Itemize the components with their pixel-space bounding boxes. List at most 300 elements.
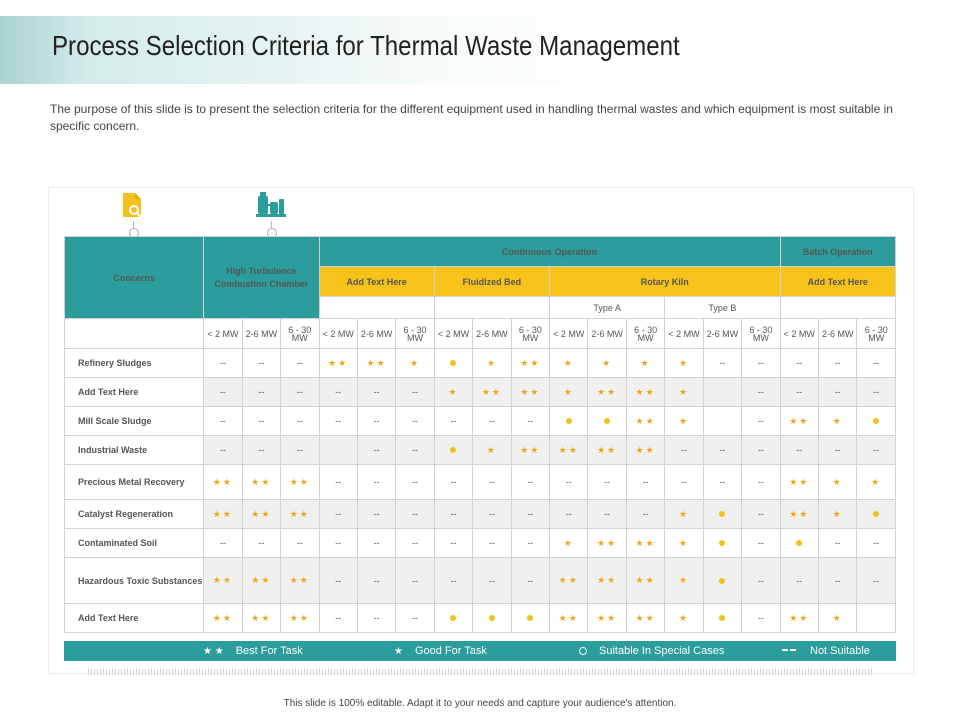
star-icon: ★ <box>212 476 223 487</box>
star-icon: ★ <box>597 386 608 397</box>
two-stars-rating <box>626 378 664 407</box>
two-stars-rating <box>204 604 242 633</box>
empty-cell <box>703 378 741 407</box>
one-star-rating <box>665 500 703 529</box>
star-icon: ★ <box>558 612 569 623</box>
star-icon: ★ <box>645 386 656 397</box>
star-icon: ★ <box>799 508 810 519</box>
concern-label: Add Text Here <box>65 378 204 407</box>
star-icon: ★ <box>607 386 618 397</box>
type-spacer <box>319 297 434 319</box>
star-icon: ★ <box>607 537 618 548</box>
one-star-rating <box>857 465 896 500</box>
dot-icon <box>873 418 879 424</box>
not-suitable-rating: -- <box>357 436 395 465</box>
star-icon: ★ <box>563 386 574 397</box>
concern-label: Contaminated Soil <box>65 529 204 558</box>
special-case-rating <box>703 604 741 633</box>
special-case-rating <box>857 407 896 436</box>
one-star-rating <box>665 407 703 436</box>
star-icon: ★ <box>635 612 646 623</box>
criteria-table <box>64 236 896 633</box>
not-suitable-rating: -- <box>242 378 280 407</box>
not-suitable-rating: -- <box>396 529 434 558</box>
dot-icon <box>719 615 725 621</box>
table-row <box>65 529 896 558</box>
one-star-rating <box>665 529 703 558</box>
capacity-label: 6 - 30 MW <box>281 319 319 349</box>
star-icon: ★ <box>222 508 233 519</box>
capacity-label: 6 - 30 MW <box>396 319 434 349</box>
dot-icon <box>604 418 610 424</box>
not-suitable-rating: -- <box>434 558 472 604</box>
concern-label: Catalyst Regeneration <box>65 500 204 529</box>
star-icon: ★ <box>635 537 646 548</box>
not-suitable-rating: -- <box>357 407 395 436</box>
one-star-rating <box>818 407 856 436</box>
concern-label: Mill Scale Sludge <box>65 407 204 436</box>
two-stars-rating <box>281 604 319 633</box>
table-row <box>65 604 896 633</box>
star-icon: ★ <box>520 444 531 455</box>
star-icon: ★ <box>222 575 233 585</box>
table-row <box>65 407 896 436</box>
star-icon: ★ <box>212 508 223 519</box>
not-suitable-rating: -- <box>204 436 242 465</box>
star-icon: ★ <box>251 575 262 585</box>
not-suitable-rating: -- <box>550 465 588 500</box>
not-suitable-rating: -- <box>588 465 626 500</box>
not-suitable-rating: -- <box>396 604 434 633</box>
dot-icon <box>566 418 572 424</box>
one-star-rating <box>473 349 511 378</box>
capacity-label: < 2 MW <box>204 319 242 349</box>
star-icon: ★ <box>558 575 569 585</box>
two-stars-rating <box>204 500 242 529</box>
two-stars-rating <box>550 558 588 604</box>
not-suitable-rating: -- <box>281 407 319 436</box>
two-stars-rating <box>626 436 664 465</box>
legend-best <box>203 641 303 661</box>
two-stars-rating <box>780 500 818 529</box>
not-suitable-rating: -- <box>319 378 357 407</box>
star-icon: ★ <box>486 444 497 455</box>
star-icon: ★ <box>789 508 800 519</box>
star-icon: ★ <box>832 612 843 623</box>
not-suitable-rating: -- <box>818 436 856 465</box>
star-icon: ★ <box>251 476 262 487</box>
two-stars-rating <box>511 436 549 465</box>
capacity-label: 2-6 MW <box>242 319 280 349</box>
table-row <box>65 436 896 465</box>
capacity-label: < 2 MW <box>434 319 472 349</box>
not-suitable-rating: -- <box>319 407 357 436</box>
not-suitable-rating: -- <box>857 558 896 604</box>
star-icon: ★ <box>486 357 497 368</box>
high-turbulence-header: High Turbulence Combustion Chamber <box>204 237 319 319</box>
group-header-fluidized-bed: Fluidized Bed <box>434 267 549 297</box>
star-icon: ★ <box>251 508 262 519</box>
two-stars-rating <box>550 604 588 633</box>
one-star-rating <box>665 558 703 604</box>
star-icon: ★ <box>520 386 531 397</box>
two-stars-rating <box>626 604 664 633</box>
star-icon: ★ <box>568 575 579 585</box>
group-header: Add Text Here <box>780 267 895 297</box>
not-suitable-rating: -- <box>742 500 780 529</box>
type-b-label: Type B <box>665 297 780 319</box>
not-suitable-rating: -- <box>434 500 472 529</box>
group-header: Add Text Here <box>319 267 434 297</box>
not-suitable-rating: -- <box>511 500 549 529</box>
not-suitable-rating: -- <box>319 529 357 558</box>
special-case-rating <box>550 407 588 436</box>
star-icon: ★ <box>645 444 656 455</box>
page-title: Process Selection Criteria for Thermal Waste Management <box>52 30 680 61</box>
star-icon: ★ <box>607 444 618 455</box>
not-suitable-rating: -- <box>626 500 664 529</box>
not-suitable-rating: -- <box>396 378 434 407</box>
star-icon: ★ <box>678 415 690 426</box>
star-icon: ★ <box>338 357 349 368</box>
legend-special <box>579 641 724 661</box>
star-icon: ★ <box>530 386 541 397</box>
description: The purpose of this slide is to present the selection criteria for the different equipment used in handling thermal wastes and which equipment is most suitable in specific concern. <box>50 102 893 133</box>
empty-cell <box>319 436 357 465</box>
not-suitable-rating: -- <box>818 558 856 604</box>
table-row <box>65 500 896 529</box>
star-icon: ★ <box>520 357 531 368</box>
star-icon: ★ <box>289 508 300 519</box>
star-icon: ★ <box>568 612 579 623</box>
two-stars-rating <box>242 558 280 604</box>
circle-outline-icon <box>579 647 587 655</box>
star-icon: ★ <box>678 575 690 585</box>
not-suitable-rating: -- <box>434 407 472 436</box>
star-icon: ★ <box>597 537 608 548</box>
one-star-rating <box>626 349 664 378</box>
star-icon: ★ <box>299 612 310 623</box>
special-case-rating <box>473 604 511 633</box>
legend-good <box>394 641 487 661</box>
star-icon: ★ <box>222 612 233 623</box>
not-suitable-rating: -- <box>434 465 472 500</box>
not-suitable-rating: -- <box>742 529 780 558</box>
not-suitable-rating: -- <box>665 436 703 465</box>
two-stars-rating <box>242 604 280 633</box>
not-suitable-rating: -- <box>742 558 780 604</box>
star-icon: ★ <box>261 508 272 519</box>
one-star-rating <box>473 436 511 465</box>
not-suitable-rating: -- <box>742 407 780 436</box>
factory-tanks-icon <box>256 190 286 220</box>
not-suitable-rating: -- <box>434 529 472 558</box>
two-stars-rating <box>281 465 319 500</box>
not-suitable-rating: -- <box>204 529 242 558</box>
star-icon: ★ <box>645 415 656 426</box>
not-suitable-rating: -- <box>357 465 395 500</box>
two-stars-rating <box>626 529 664 558</box>
special-case-rating <box>511 604 549 633</box>
not-suitable-rating: -- <box>396 465 434 500</box>
not-suitable-rating: -- <box>780 436 818 465</box>
not-suitable-rating: -- <box>281 529 319 558</box>
not-suitable-rating: -- <box>511 558 549 604</box>
empty-cell <box>703 407 741 436</box>
legend <box>64 641 896 661</box>
concern-label: Add Text Here <box>65 604 204 633</box>
not-suitable-rating: -- <box>665 465 703 500</box>
not-suitable-rating: -- <box>742 349 780 378</box>
two-stars-rating <box>242 465 280 500</box>
not-suitable-rating: -- <box>319 500 357 529</box>
star-icon: ★ <box>251 612 262 623</box>
one-star-rating <box>665 378 703 407</box>
two-stars-icon: ★ ★ <box>203 646 224 657</box>
concern-label: Industrial Waste <box>65 436 204 465</box>
star-icon: ★ <box>645 575 656 585</box>
one-star-rating <box>665 604 703 633</box>
not-suitable-rating: -- <box>857 378 896 407</box>
not-suitable-rating: -- <box>473 529 511 558</box>
star-icon: ★ <box>678 537 690 548</box>
two-stars-rating <box>511 378 549 407</box>
type-a-label: Type A <box>550 297 665 319</box>
special-case-rating <box>703 558 741 604</box>
not-suitable-rating: -- <box>357 529 395 558</box>
star-icon: ★ <box>558 444 569 455</box>
star-icon: ★ <box>212 575 223 585</box>
dot-icon <box>719 540 725 546</box>
not-suitable-rating: -- <box>588 500 626 529</box>
star-icon: ★ <box>645 537 656 548</box>
not-suitable-rating: -- <box>511 465 549 500</box>
two-stars-rating <box>626 558 664 604</box>
not-suitable-rating: -- <box>473 500 511 529</box>
star-icon: ★ <box>289 575 300 585</box>
star-icon: ★ <box>563 357 574 368</box>
star-icon: ★ <box>289 612 300 623</box>
not-suitable-rating: -- <box>742 465 780 500</box>
dot-icon <box>719 578 725 584</box>
star-icon: ★ <box>635 386 646 397</box>
star-icon: ★ <box>789 476 800 487</box>
star-icon: ★ <box>635 575 646 585</box>
special-case-rating <box>703 500 741 529</box>
star-icon: ★ <box>832 476 843 487</box>
not-suitable-rating: -- <box>281 378 319 407</box>
capacity-label: 2-6 MW <box>818 319 856 349</box>
type-spacer <box>780 297 895 319</box>
two-stars-rating <box>588 378 626 407</box>
capacity-label: 6 - 30 MW <box>742 319 780 349</box>
two-stars-rating <box>242 500 280 529</box>
two-stars-rating <box>780 407 818 436</box>
star-icon: ★ <box>530 357 541 368</box>
two-stars-rating <box>511 349 549 378</box>
dot-icon <box>719 511 725 517</box>
not-suitable-rating: -- <box>281 436 319 465</box>
star-icon: ★ <box>678 508 690 519</box>
table-row <box>65 378 896 407</box>
not-suitable-rating: -- <box>818 529 856 558</box>
one-star-rating <box>550 349 588 378</box>
dot-icon <box>796 540 802 546</box>
capacity-label: 2-6 MW <box>588 319 626 349</box>
star-icon: ★ <box>261 575 272 585</box>
two-stars-rating <box>204 558 242 604</box>
star-icon: ★ <box>328 357 339 368</box>
capacity-label: 6 - 30 MW <box>857 319 896 349</box>
special-case-rating <box>780 529 818 558</box>
document-search-icon <box>118 191 148 221</box>
not-suitable-rating: -- <box>550 500 588 529</box>
star-icon: ★ <box>299 476 310 487</box>
not-suitable-rating: -- <box>242 407 280 436</box>
not-suitable-rating: -- <box>396 407 434 436</box>
star-icon: ★ <box>597 612 608 623</box>
star-icon: ★ <box>607 612 618 623</box>
not-suitable-rating: -- <box>780 349 818 378</box>
two-stars-rating <box>588 558 626 604</box>
not-suitable-rating: -- <box>857 529 896 558</box>
legend-label: Good For Task <box>414 645 487 657</box>
star-icon: ★ <box>568 444 579 455</box>
star-icon: ★ <box>799 612 810 623</box>
not-suitable-rating: -- <box>511 529 549 558</box>
not-suitable-rating: -- <box>626 465 664 500</box>
two-stars-rating <box>319 349 357 378</box>
dot-icon <box>450 615 456 621</box>
decorative-ruler <box>88 669 874 675</box>
capacity-label: 6 - 30 MW <box>511 319 549 349</box>
star-icon: ★ <box>563 537 574 548</box>
star-icon: ★ <box>366 357 377 368</box>
one-star-rating <box>550 378 588 407</box>
star-icon: ★ <box>299 575 310 585</box>
not-suitable-rating: -- <box>396 500 434 529</box>
footer-note: This slide is 100% editable. Adapt it to your needs and capture your audience's attention. <box>283 698 677 709</box>
concern-label: Hazardous Toxic Substances <box>65 558 204 604</box>
special-case-rating <box>434 604 472 633</box>
batch-operation-header: Batch Operation <box>780 237 895 267</box>
legend-label: Not Suitable <box>810 645 870 657</box>
not-suitable-rating: -- <box>242 529 280 558</box>
star-icon: ★ <box>645 612 656 623</box>
legend-not-suitable <box>782 641 870 661</box>
star-icon: ★ <box>261 476 272 487</box>
star-icon: ★ <box>299 508 310 519</box>
not-suitable-rating: -- <box>319 604 357 633</box>
capacity-label: < 2 MW <box>665 319 703 349</box>
not-suitable-rating: -- <box>396 436 434 465</box>
star-icon: ★ <box>261 612 272 623</box>
capacity-label: 2-6 MW <box>357 319 395 349</box>
not-suitable-rating: -- <box>242 436 280 465</box>
not-suitable-rating: -- <box>319 558 357 604</box>
star-icon: ★ <box>832 508 843 519</box>
two-stars-rating <box>588 604 626 633</box>
table-row <box>65 465 896 500</box>
two-stars-rating <box>626 407 664 436</box>
not-suitable-rating: -- <box>780 378 818 407</box>
two-stars-rating <box>780 604 818 633</box>
two-stars-rating <box>550 436 588 465</box>
not-suitable-rating: -- <box>818 349 856 378</box>
not-suitable-rating: -- <box>742 378 780 407</box>
one-star-rating <box>434 378 472 407</box>
not-suitable-rating: -- <box>703 465 741 500</box>
special-case-rating <box>588 407 626 436</box>
star-icon: ★ <box>530 444 541 455</box>
not-suitable-rating: -- <box>780 558 818 604</box>
not-suitable-rating: -- <box>742 604 780 633</box>
star-icon: ★ <box>789 612 800 623</box>
one-star-rating <box>818 500 856 529</box>
not-suitable-rating: -- <box>857 436 896 465</box>
dot-icon <box>450 447 456 453</box>
legend-label: Best For Task <box>235 645 303 657</box>
not-suitable-rating: -- <box>703 436 741 465</box>
two-stars-rating <box>588 436 626 465</box>
two-stars-rating <box>588 529 626 558</box>
two-stars-rating <box>204 465 242 500</box>
not-suitable-rating: -- <box>204 407 242 436</box>
concern-label: Refinery Sludges <box>65 349 204 378</box>
capacity-label: 2-6 MW <box>473 319 511 349</box>
star-icon: ★ <box>481 386 492 397</box>
not-suitable-rating: -- <box>357 558 395 604</box>
special-case-rating <box>434 436 472 465</box>
special-case-rating <box>434 349 472 378</box>
dash-icon <box>782 641 798 661</box>
two-stars-rating <box>281 558 319 604</box>
not-suitable-rating: -- <box>357 500 395 529</box>
star-icon: ★ <box>597 444 608 455</box>
not-suitable-rating: -- <box>703 349 741 378</box>
one-star-rating <box>588 349 626 378</box>
star-icon: ★ <box>448 386 459 397</box>
capacity-label: 6 - 30 MW <box>626 319 664 349</box>
two-stars-rating <box>357 349 395 378</box>
star-icon: ★ <box>289 476 300 487</box>
capacity-label: < 2 MW <box>319 319 357 349</box>
not-suitable-rating: -- <box>818 378 856 407</box>
capacity-label: < 2 MW <box>550 319 588 349</box>
not-suitable-rating: -- <box>281 349 319 378</box>
not-suitable-rating: -- <box>511 407 549 436</box>
capacity-label: 2-6 MW <box>703 319 741 349</box>
special-case-rating <box>703 529 741 558</box>
star-icon: ★ <box>799 415 810 426</box>
two-stars-rating <box>281 500 319 529</box>
star-icon: ★ <box>678 612 690 623</box>
dot-icon <box>450 360 456 366</box>
star-icon: ★ <box>640 357 651 368</box>
star-icon: ★ <box>607 575 618 585</box>
legend-label: Suitable In Special Cases <box>599 645 725 657</box>
group-header-rotary-kiln: Rotary Kiln <box>550 267 781 297</box>
one-star-rating <box>818 465 856 500</box>
star-icon: ★ <box>222 476 233 487</box>
star-icon: ★ <box>491 386 502 397</box>
one-star-rating <box>550 529 588 558</box>
star-icon: ★ <box>635 415 646 426</box>
two-stars-rating <box>780 465 818 500</box>
not-suitable-rating: -- <box>857 349 896 378</box>
table-row <box>65 558 896 604</box>
star-icon: ★ <box>394 646 403 657</box>
